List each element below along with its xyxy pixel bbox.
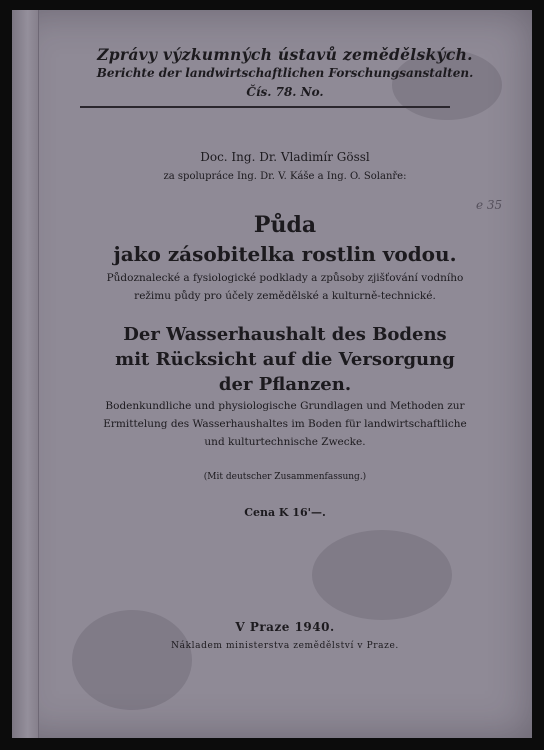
place-year: V Praze 1940. <box>235 620 335 634</box>
german-title-line-3: der Pflanzen. <box>218 374 352 395</box>
german-title-line-2: mit Rücksicht auf die Versorgung <box>115 349 455 370</box>
paper-stain <box>312 530 452 620</box>
author-collaboration: za spolupráce Ing. Dr. V. Káše a Ing. O. Solanře: <box>163 171 407 182</box>
german-subtitle-line-3: und kulturtechnische Zwecke. <box>204 436 366 448</box>
header-rule <box>80 106 450 108</box>
handwritten-margin-note: e 35 <box>476 198 503 212</box>
czech-subtitle-line-2: režimu půdy pro účely zemědělské a kulturně-technické. <box>134 290 436 302</box>
series-title-german: Berichte der landwirtschaftlichen Forschungsanstalten. <box>96 66 474 80</box>
series-title-czech: Zprávy výzkumných ústavů zemědělských. <box>97 45 473 64</box>
german-subtitle-line-1: Bodenkundliche und physiologische Grundlagen und Methoden zur <box>105 400 465 412</box>
summary-note: (Mit deutscher Zusammenfassung.) <box>203 472 367 482</box>
price: Cena K 16'—. <box>244 506 326 519</box>
czech-title-line-2: jako zásobitelka rostlin vodou. <box>113 242 457 266</box>
czech-subtitle-line-1: Půdoznalecké a fysiologické podklady a způsoby zjišťování vodního <box>106 272 464 284</box>
publisher: Nákladem ministerstva zemědělství v Praze. <box>171 641 399 651</box>
czech-title-line-1: Půda <box>253 212 317 238</box>
german-subtitle-line-2: Ermittelung des Wasserhaushaltes im Boden für landwirtschaftliche <box>103 418 467 430</box>
series-number: Čís. 78. No. <box>246 85 324 99</box>
german-title-line-1: Der Wasserhaushalt des Bodens <box>123 324 447 345</box>
author-name: Doc. Ing. Dr. Vladimír Gössl <box>200 150 370 164</box>
